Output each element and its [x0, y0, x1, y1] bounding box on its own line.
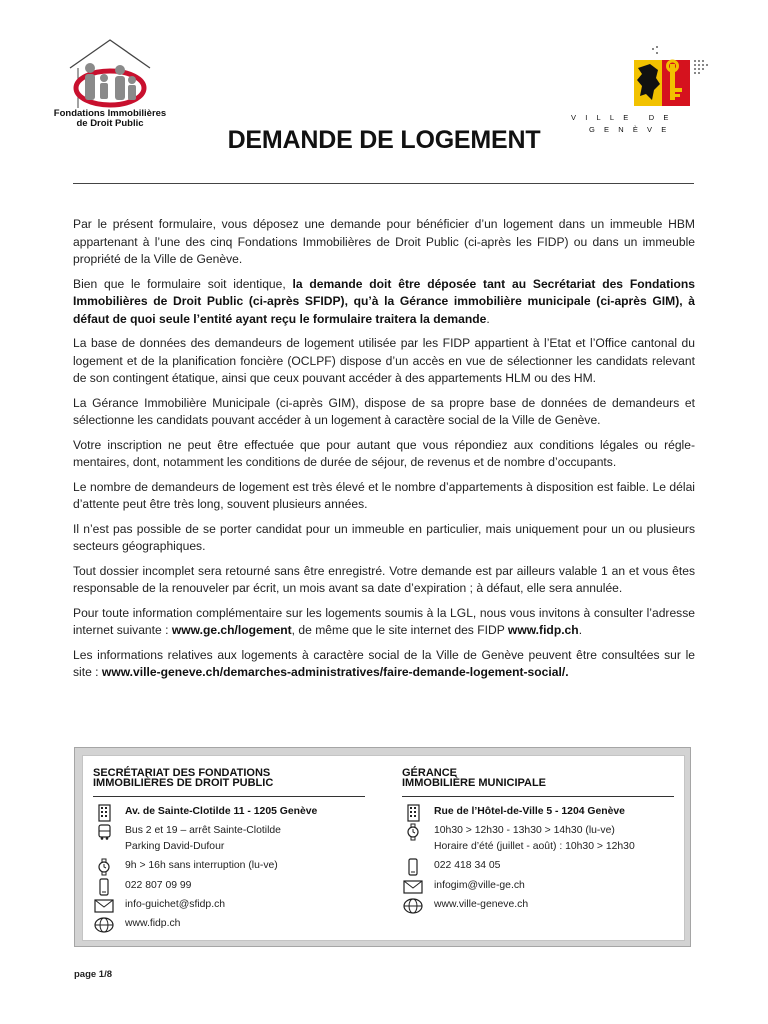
gim-phone-row	[402, 858, 500, 876]
globe-icon	[402, 897, 424, 915]
gim-hours-row	[402, 823, 635, 855]
gim-hours: 10h30 > 12h30 - 13h30 > 14h30 (lu-ve) Horaire d’été (juillet - août) : 10h30 > 12h30	[434, 825, 635, 852]
envelope-icon	[93, 897, 115, 915]
sfidp-transport: Bus 2 et 19 – arrêt Sainte-Clotilde Parking David-Dufour	[125, 825, 281, 852]
sfidp-web-row	[93, 916, 180, 934]
gim-email[interactable]: infogim@ville-ge.ch	[434, 880, 525, 891]
paragraph-sectors: Il n’est pas possible de se porter candidat pour un immeuble en particulier, mais uniquement pour un ou plusieurs secteurs géographiques.	[73, 521, 695, 553]
sfidp-email[interactable]: info-guichet@sfidp.ch	[125, 899, 226, 910]
deposit-requirement: la demande doit être déposée tant au Secrétariat des Fondations Immobilières de Droit Public (ci-après SFIDP), qu’à la Gérance immobilière municipale (ci-après GIM), à défaut de quoi seule l’entité ayant reçu le formulaire traitera la demande	[73, 276, 695, 326]
paragraph-deposit: Bien que le formulaire soit identique, la demande doit être déposée tant au Secrétariat des Fondations Immobilières de Droit Public (ci-après SFIDP), qu’à la Gérance immobilière municipale (ci-après GIM), à défaut de quoi seule l’entité ayant reçu le formulaire traitera la demande.	[73, 276, 695, 326]
link-ville-geneve[interactable]: www.ville-geneve.ch/demarches-administratives/faire-demande-logement-social/.	[101, 665, 569, 679]
paragraph-intro: Par le présent formulaire, vous déposez une demande pour bénéficier d’un logement dans un immeuble HBM appartenant à l’une des cinq Fondations Immobilières de Droit Public (ci-après les FIDP) ou dans un immeuble propriété de la Ville de Genève.	[73, 217, 695, 266]
paragraph-waiting: Le nombre de demandeurs de logement est très élevé et le nombre d’appartements à disposition est faible. Le délai d’attente peut être très long, souvent plusieurs années.	[73, 479, 695, 511]
sfidp-hours: 9h > 16h sans interruption (lu-ve)	[125, 860, 278, 871]
ville-de-geneve-line2: GENÈVE	[589, 125, 676, 134]
building-icon	[93, 804, 115, 822]
bus-icon	[93, 823, 115, 841]
contact-box	[74, 747, 691, 947]
envelope-icon	[402, 878, 424, 896]
title-divider	[73, 183, 694, 184]
gim-phone[interactable]: 022 418 34 05	[434, 860, 501, 871]
paragraph-database: La base de données des demandeurs de logement utilisée par les FIDP appartient à l’Etat et l’Office cantonal du logement et de la planification foncière (OCLPF) dispose d’un accès en vue de sélectionner les candidats relevant de son contingent étatique, ainsi que ceux pouvant accéder à des appartements HLM ou des HM.	[73, 336, 695, 385]
sfidp-address-row	[93, 804, 317, 822]
paragraph-info: Pour toute information complémentaire sur les logements soumis à la LGL, nous vous invitons à consulter l’adresse internet suivante : www.ge.ch/logement, de même que le site internet des FIDP www.fidp.ch.	[73, 605, 695, 637]
gim-address: Rue de l’Hôtel-de-Ville 5 - 1204 Genève	[434, 806, 625, 817]
page-number: page 1/8	[74, 969, 113, 980]
fidp-name-line1: Fondations Immobilières	[53, 108, 167, 119]
paragraph-ville: Les informations relatives aux logements à caractère social de la Ville de Genève peuvent être consultées sur le site : www.ville-geneve.ch/demarches-administratives/faire-demande-logement-social/.	[73, 647, 695, 679]
sfidp-title: SECRÉTARIAT DES FONDATIONS IMMOBILIÈRES DE DROIT PUBLIC	[93, 767, 274, 789]
watch-icon	[93, 858, 115, 876]
link-fidp[interactable]: www.fidp.ch	[507, 623, 579, 637]
geneva-coat-of-arms-logo	[632, 44, 722, 108]
globe-icon	[93, 916, 115, 934]
sfidp-address: Av. de Sainte-Clotilde 11 - 1205 Genève	[125, 806, 318, 817]
gim-web-row	[402, 897, 528, 915]
sfidp-divider	[93, 796, 365, 797]
building-icon	[402, 804, 424, 822]
watch-icon	[402, 823, 424, 841]
gim-title: GÉRANCE IMMOBILIÈRE MUNICIPALE	[402, 767, 547, 789]
sfidp-phone[interactable]: 022 807 09 99	[125, 880, 192, 891]
sfidp-web[interactable]: www.fidp.ch	[125, 918, 181, 929]
contact-box-inner	[82, 755, 685, 941]
link-ge-logement[interactable]: www.ge.ch/logement	[171, 623, 292, 637]
sfidp-email-row	[93, 897, 225, 915]
fidp-name-line2: de Droit Public	[76, 118, 144, 129]
paragraph-gim: La Gérance Immobilière Municipale (ci-après GIM), dispose de sa propre base de données de demandeurs et sélectionne les candidats pouvant accéder à un logement à caractère social de la Ville de Genève.	[73, 395, 695, 427]
gim-web[interactable]: www.ville-geneve.ch	[434, 899, 529, 910]
paragraph-incomplete: Tout dossier incomplet sera retourné sans être enregistré. Votre demande est par ailleurs valable 1 an et vous êtes responsable de la renouveler par écrit, un mois avant sa date d’expiration ; à défaut, elle sera annulée.	[73, 563, 695, 595]
fidp-logo	[68, 38, 152, 110]
paragraph-conditions: Votre inscription ne peut être effectuée que pour autant que vous répondiez aux conditions légales ou réglementaires, dont, notamment les conditions de durée de séjour, de revenus et de nombre d’occupants.	[73, 437, 695, 469]
gim-email-row	[402, 878, 525, 896]
mobile-phone-icon	[402, 858, 424, 876]
sfidp-hours-row	[93, 858, 278, 876]
gim-address-row	[402, 804, 625, 822]
gim-divider	[402, 796, 674, 797]
sfidp-phone-row	[93, 878, 191, 896]
mobile-phone-icon	[93, 878, 115, 896]
ville-de-geneve-line1: VILLE DE	[571, 113, 678, 122]
intro-text	[73, 216, 695, 689]
sfidp-transport-row	[93, 823, 281, 855]
document-title: DEMANDE DE LOGEMENT	[227, 126, 541, 154]
